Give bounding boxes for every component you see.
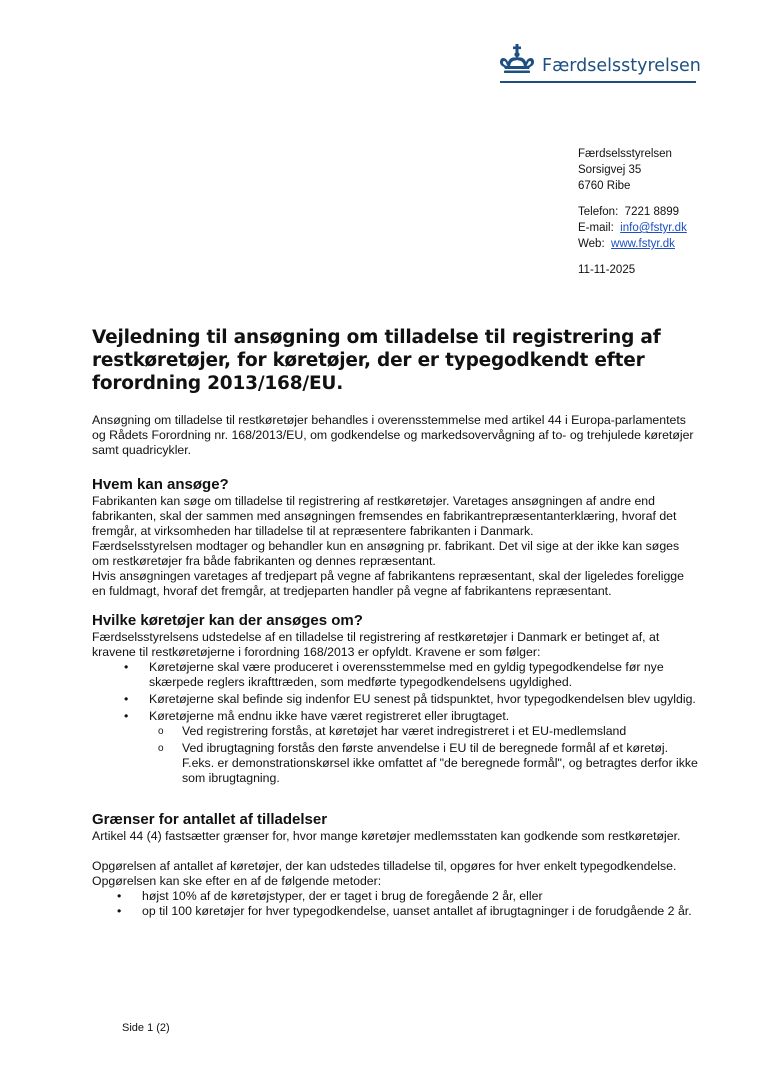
sender-web-line — [578, 236, 687, 252]
list-item — [92, 692, 698, 707]
crown-icon — [500, 44, 534, 76]
bullet-icon: • — [124, 709, 129, 723]
sender-phone-line — [578, 204, 687, 220]
section-who-can-apply — [92, 476, 698, 599]
section-limits — [92, 811, 698, 919]
sender-address-block — [578, 146, 687, 278]
section-paragraph: Færdselsstyrelsens udstedelse af en tilladelse til registrering af restkøretøjer i Danmark er betinget af, at kravene til restkøretøjerne i forordning 168/2013 er opfyldt. Kravene er som følger: — [92, 630, 660, 659]
list-item-text: Køretøjerne må endnu ikke have været registreret eller ibrugtaget. — [149, 709, 510, 723]
logo-wordmark: Færdselsstyrelsen — [542, 56, 701, 76]
phone-label: Telefon: — [578, 206, 619, 218]
bullet-icon: • — [117, 904, 122, 918]
list-item-text: Køretøjerne skal befinde sig indenfor EU senest på tidspunktet, hvor typegodkendelsen blev ugyldig. — [149, 692, 696, 706]
section-heading: Hvilke køretøjer kan der ansøges om? — [92, 612, 363, 629]
email-label: E-mail: — [578, 222, 614, 234]
document-title: Vejledning til ansøgning om tilladelse til registrering af restkøretøjer, for køretøjer, der er typegodkendt efter forordning 2013/168/EU. — [92, 327, 661, 394]
logo-underline — [500, 81, 696, 83]
section-which-vehicles — [92, 612, 698, 788]
document-title-block — [92, 326, 698, 395]
email-link[interactable]: info@fstyr.dk — [620, 222, 687, 234]
bullet-icon: • — [117, 889, 122, 903]
web-label: Web: — [578, 238, 605, 250]
list-item — [92, 904, 698, 919]
section-paragraph: Fabrikanten kan søge om tilladelse til registrering af restkøretøjer. Varetages ansøgningen af andre end fabrikanten, skal der sammen med ansøgningen fremsendes en fabrikantrepræsentanterklæring, hvoraf det fremgår, at virksomheden har tilladelse til at repræsentere fabrikanten i Danmark. — [92, 494, 677, 538]
list-item-text: Køretøjerne skal være produceret i overensstemmelse med en gyldig typegodkendelse før nye skærpede reglers ikrafttræden, som medførte typegodkendelsens ugyldighed. — [149, 660, 664, 689]
list-item-text: højst 10% af de køretøjstyper, der er taget i brug de foregående 2 år, eller — [142, 889, 543, 903]
sub-list — [149, 724, 698, 786]
sub-list-item-text: Ved ibrugtagning forstås den første anvendelse i EU til de beregnede formål af et køretøj. F.eks. er demonstrationskørsel ikke omfattet af "de beregnede formål", og betragtes derfor ikke som ibrugtagning. — [182, 741, 698, 785]
bullet-icon: • — [124, 692, 129, 706]
sender-city: 6760 Ribe — [578, 180, 631, 192]
bullet-icon: • — [124, 660, 129, 674]
method-list — [92, 889, 698, 919]
sender-org: Færdselsstyrelsen — [578, 148, 672, 160]
page-number: Side 1 (2) — [122, 1022, 170, 1034]
web-link[interactable]: www.fstyr.dk — [611, 238, 675, 250]
sub-list-item — [92, 741, 698, 786]
sub-list-item — [92, 724, 698, 739]
circle-bullet-icon: o — [158, 743, 164, 754]
list-item — [92, 889, 698, 904]
list-item — [92, 709, 698, 786]
section-paragraph: Artikel 44 (4) fastsætter grænser for, hvor mange køretøjer medlemsstaten kan godkende som restkøretøjer. — [92, 829, 681, 843]
list-item — [92, 660, 698, 690]
intro-paragraph: Ansøgning om tilladelse til restkøretøjer behandles i overensstemmelse med artikel 44 i Europa-parlamentets og Rådets Forordning nr. 168/2013/EU, om godkendelse og markedsovervågning af to- og trehjulede køretøjer samt quadricykler. — [92, 413, 694, 457]
document-date: 11-11-2025 — [578, 264, 636, 276]
sub-list-item-text: Ved registrering forstås, at køretøjet har været indregistreret i et EU-medlemsland — [182, 724, 627, 738]
section-paragraph: Opgørelsen af antallet af køretøjer, der kan udstedes tilladelse til, opgøres for hver enkelt typegodkendelse. Opgørelsen kan ske efter en af de følgende metoder: — [92, 859, 677, 888]
circle-bullet-icon: o — [158, 726, 164, 737]
section-heading: Grænser for antallet af tilladelser — [92, 811, 328, 828]
section-heading: Hvem kan ansøge? — [92, 476, 229, 493]
section-paragraph: Færdselsstyrelsen modtager og behandler kun en ansøgning pr. fabrikant. Det vil sige at der ikke kan søges om restkøretøjer fra både fabrikanten og dennes repræsentant. — [92, 539, 680, 568]
section-paragraph: Hvis ansøgningen varetages af tredjepart på vegne af fabrikantens repræsentant, skal der ligeledes foreligge en fuldmagt, hvoraf det fremgår, at tredjeparten handler på vegne af fabrikantens repræsentant. — [92, 569, 684, 598]
intro-block — [92, 413, 698, 458]
sender-email-line — [578, 220, 687, 236]
agency-logo — [500, 44, 701, 84]
sender-street: Sorsigvej 35 — [578, 164, 642, 176]
phone-value: 7221 8899 — [624, 206, 680, 218]
list-item-text: op til 100 køretøjer for hver typegodkendelse, uanset antallet af ibrugtagninger i de forudgående 2 år. — [142, 904, 692, 918]
requirements-list — [92, 660, 698, 786]
